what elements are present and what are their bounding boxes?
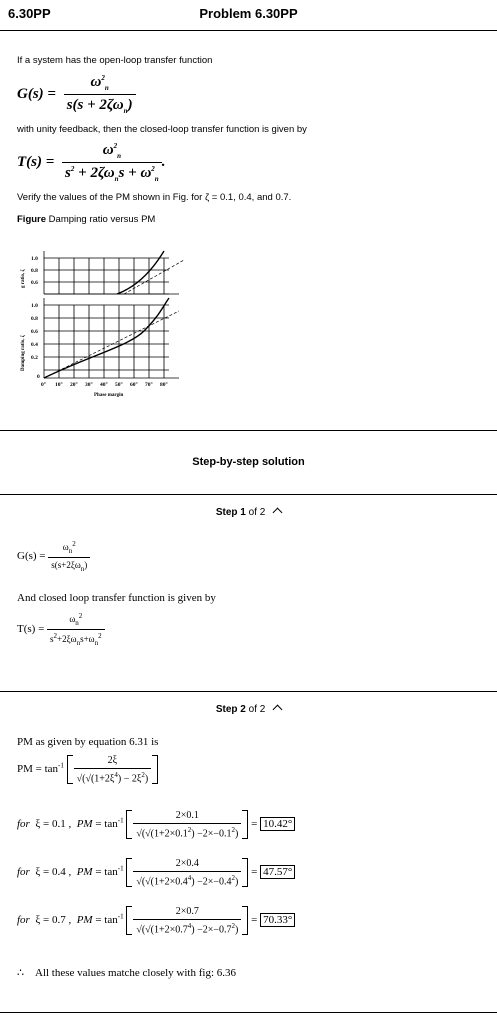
chevron-up-icon[interactable] [273,508,283,518]
damping-ratio-figure [14,236,194,406]
solution-title: Step-by-step solution [192,456,305,468]
footer-divider [0,1012,497,1013]
figure-caption: Figure Damping ratio versus PM [17,214,156,225]
bottom-tick: 0.8 [31,316,38,322]
x-tick: 60° [130,382,138,388]
top-ylabel: g ratio, ζ [21,269,26,288]
problem-number: 6.30PP [8,6,51,21]
top-tick: 0.6 [31,280,38,286]
step2-text: PM as given by equation 6.31 is [17,736,159,748]
x-tick: 80° [160,382,168,388]
step1-text: And closed loop transfer function is given by [17,592,216,604]
pm-result: 70.33° [260,913,295,927]
x-axis-label: Phase margin [94,393,124,398]
x-tick: 30° [85,382,93,388]
top-tick: 1.0 [31,256,38,262]
section-divider [0,494,497,495]
page-title: Problem 6.30PP [199,6,298,21]
step-1-header[interactable]: Step 1 of 2 [0,507,497,518]
pm-result: 10.42° [260,817,295,831]
x-tick: 70° [145,382,153,388]
section-divider [0,691,497,692]
x-tick: 50° [115,382,123,388]
x-tick: 0° [41,382,46,388]
x-tick: 40° [100,382,108,388]
conclusion: ∴ All these values matche closely with fig: 6.36 [17,967,237,979]
x-tick: 10° [55,382,63,388]
problem-intro: If a system has the open-loop transfer function [17,55,213,66]
closed-loop-equation: T(s) = $\frac{\omega^2_n}{s^2 + 2\zeta\omega_ns + \omega^2_n}$ . [17,142,166,183]
chevron-up-icon[interactable] [273,705,283,715]
bottom-tick: 0.4 [31,342,38,348]
bottom-tick: 0.6 [31,329,38,335]
bottom-tick: 0 [37,374,40,380]
step1-G-equation: G(s) = $\frac{\omega_n^2}{s(s+2\xi\omega_n)}$ [17,540,90,573]
open-loop-equation: G(s) = $\frac{\omega^2_n}{s(s + 2\zeta\omega_n)}$ [17,74,136,115]
bottom-tick: 1.0 [31,303,38,309]
header-divider [0,30,497,31]
feedback-text: with unity feedback, then the closed-loop transfer function is given by [17,124,307,135]
pm-case-1: for ξ = 0.1 , PM = $\tan^{-1}$ $\frac{2\times 0.1}{√(√(1+2\times 0.1^2) -2\times-0.1^2)}$ = 10.42° [17,810,295,839]
pm-result: 47.57° [260,865,295,879]
pm-case-2: for ξ = 0.4 , PM = $\tan^{-1}$ $\frac{2\times 0.4}{√(√(1+2\times 0.4^4) -2\times-0.4^2)}$ = 47.57° [17,858,295,887]
pm-case-3: for ξ = 0.7 , PM = $\tan^{-1}$ $\frac{2\times 0.7}{√(√(1+2\times 0.7^4) -2\times-0.7^2)}$ = 70.33° [17,906,295,935]
pm-general-equation: PM = $\tan^{-1}$ $\frac{2\xi}{√(√(1+2\xi^4) - 2\xi^2)}$ [17,755,158,784]
bottom-ylabel: Damping ratio, ζ [21,335,26,371]
section-divider [0,430,497,431]
verify-text: Verify the values of the PM shown in Fig. for ζ = 0.1, 0.4, and 0.7. [17,192,292,203]
top-tick: 0.8 [31,268,38,274]
bottom-tick: 0.2 [31,355,38,361]
x-tick: 20° [70,382,78,388]
step1-T-equation: T(s) = $\frac{\omega_n^2}{s^2+2\xi\omega_ns+\omega_n^2}$ [17,612,105,647]
step-2-header[interactable]: Step 2 of 2 [0,704,497,715]
